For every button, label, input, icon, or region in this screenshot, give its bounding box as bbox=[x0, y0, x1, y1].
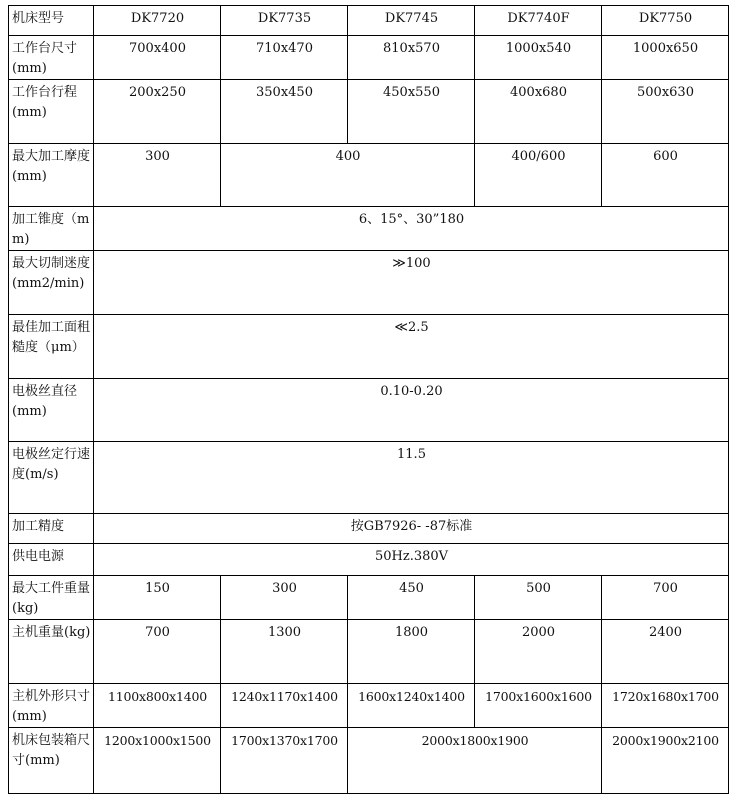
row-taper bbox=[9, 207, 729, 251]
value-cell: 2000 bbox=[475, 620, 602, 684]
value-cell: 700 bbox=[94, 620, 221, 684]
row-label: 机床型号 bbox=[9, 6, 94, 36]
value-cell: 1200x1000x1500 bbox=[94, 728, 221, 794]
row-label: 电极丝定行速度(m/s) bbox=[9, 442, 94, 514]
value-cell: 1700x1600x1600 bbox=[475, 684, 602, 728]
value-cell: 300 bbox=[94, 144, 221, 207]
value-cell: 500x630 bbox=[602, 80, 729, 144]
row-label: 加工锥度（mm) bbox=[9, 207, 94, 251]
row-machine-weight bbox=[9, 620, 729, 684]
row-accuracy bbox=[9, 514, 729, 544]
row-power bbox=[9, 544, 729, 576]
value-cell: 1240x1170x1400 bbox=[221, 684, 348, 728]
row-label: 最大工件重量(kg) bbox=[9, 576, 94, 620]
model-cell: DK7745 bbox=[348, 6, 475, 36]
row-roughness bbox=[9, 315, 729, 379]
value-cell: 0.10-0.20 bbox=[94, 379, 729, 442]
row-label: 工作台尺寸(mm) bbox=[9, 36, 94, 80]
row-label: 电极丝直径(mm) bbox=[9, 379, 94, 442]
value-cell: 450x550 bbox=[348, 80, 475, 144]
value-cell: 810x570 bbox=[348, 36, 475, 80]
value-cell: ≫100 bbox=[94, 251, 729, 315]
value-cell: 2000x1800x1900 bbox=[348, 728, 602, 794]
model-cell: DK7735 bbox=[221, 6, 348, 36]
value-cell: 450 bbox=[348, 576, 475, 620]
value-cell: 2000x1900x2100 bbox=[602, 728, 729, 794]
row-packing-size bbox=[9, 728, 729, 794]
value-cell: 1800 bbox=[348, 620, 475, 684]
value-cell: 1300 bbox=[221, 620, 348, 684]
value-cell: 按GB7926- -87标准 bbox=[94, 514, 729, 544]
row-label: 机床包装箱尺寸(mm) bbox=[9, 728, 94, 794]
row-cut-speed bbox=[9, 251, 729, 315]
row-label: 主机重量(kg) bbox=[9, 620, 94, 684]
model-cell: DK7720 bbox=[94, 6, 221, 36]
value-cell: 500 bbox=[475, 576, 602, 620]
row-max-workpiece-weight bbox=[9, 576, 729, 620]
value-cell: 350x450 bbox=[221, 80, 348, 144]
value-cell: 11.5 bbox=[94, 442, 729, 514]
row-label: 主机外形只寸(mm) bbox=[9, 684, 94, 728]
row-wire-diameter bbox=[9, 379, 729, 442]
row-model bbox=[9, 6, 729, 36]
spec-table bbox=[8, 5, 729, 794]
value-cell: 700x400 bbox=[94, 36, 221, 80]
model-cell: DK7740F bbox=[475, 6, 602, 36]
row-max-thickness bbox=[9, 144, 729, 207]
row-label: 供电电源 bbox=[9, 544, 94, 576]
value-cell: 150 bbox=[94, 576, 221, 620]
value-cell: 600 bbox=[602, 144, 729, 207]
value-cell: 400 bbox=[221, 144, 475, 207]
value-cell: 710x470 bbox=[221, 36, 348, 80]
value-cell: ≪2.5 bbox=[94, 315, 729, 379]
value-cell: 1720x1680x1700 bbox=[602, 684, 729, 728]
value-cell: 1000x540 bbox=[475, 36, 602, 80]
row-label: 最佳加工面租糙度（μm） bbox=[9, 315, 94, 379]
row-label: 最大加工摩度(mm) bbox=[9, 144, 94, 207]
value-cell: 1100x800x1400 bbox=[94, 684, 221, 728]
row-table-travel bbox=[9, 80, 729, 144]
row-table-size bbox=[9, 36, 729, 80]
row-label: 工作台行程(mm) bbox=[9, 80, 94, 144]
value-cell: 1600x1240x1400 bbox=[348, 684, 475, 728]
value-cell: 200x250 bbox=[94, 80, 221, 144]
value-cell: 400/600 bbox=[475, 144, 602, 207]
model-cell: DK7750 bbox=[602, 6, 729, 36]
row-wire-speed bbox=[9, 442, 729, 514]
value-cell: 6、15°、30”180 bbox=[94, 207, 729, 251]
value-cell: 1700x1370x1700 bbox=[221, 728, 348, 794]
value-cell: 1000x650 bbox=[602, 36, 729, 80]
value-cell: 50Hz.380V bbox=[94, 544, 729, 576]
row-label: 加工精度 bbox=[9, 514, 94, 544]
value-cell: 2400 bbox=[602, 620, 729, 684]
value-cell: 300 bbox=[221, 576, 348, 620]
value-cell: 700 bbox=[602, 576, 729, 620]
row-machine-dimensions bbox=[9, 684, 729, 728]
value-cell: 400x680 bbox=[475, 80, 602, 144]
row-label: 最大切制迷度(mm2/min) bbox=[9, 251, 94, 315]
